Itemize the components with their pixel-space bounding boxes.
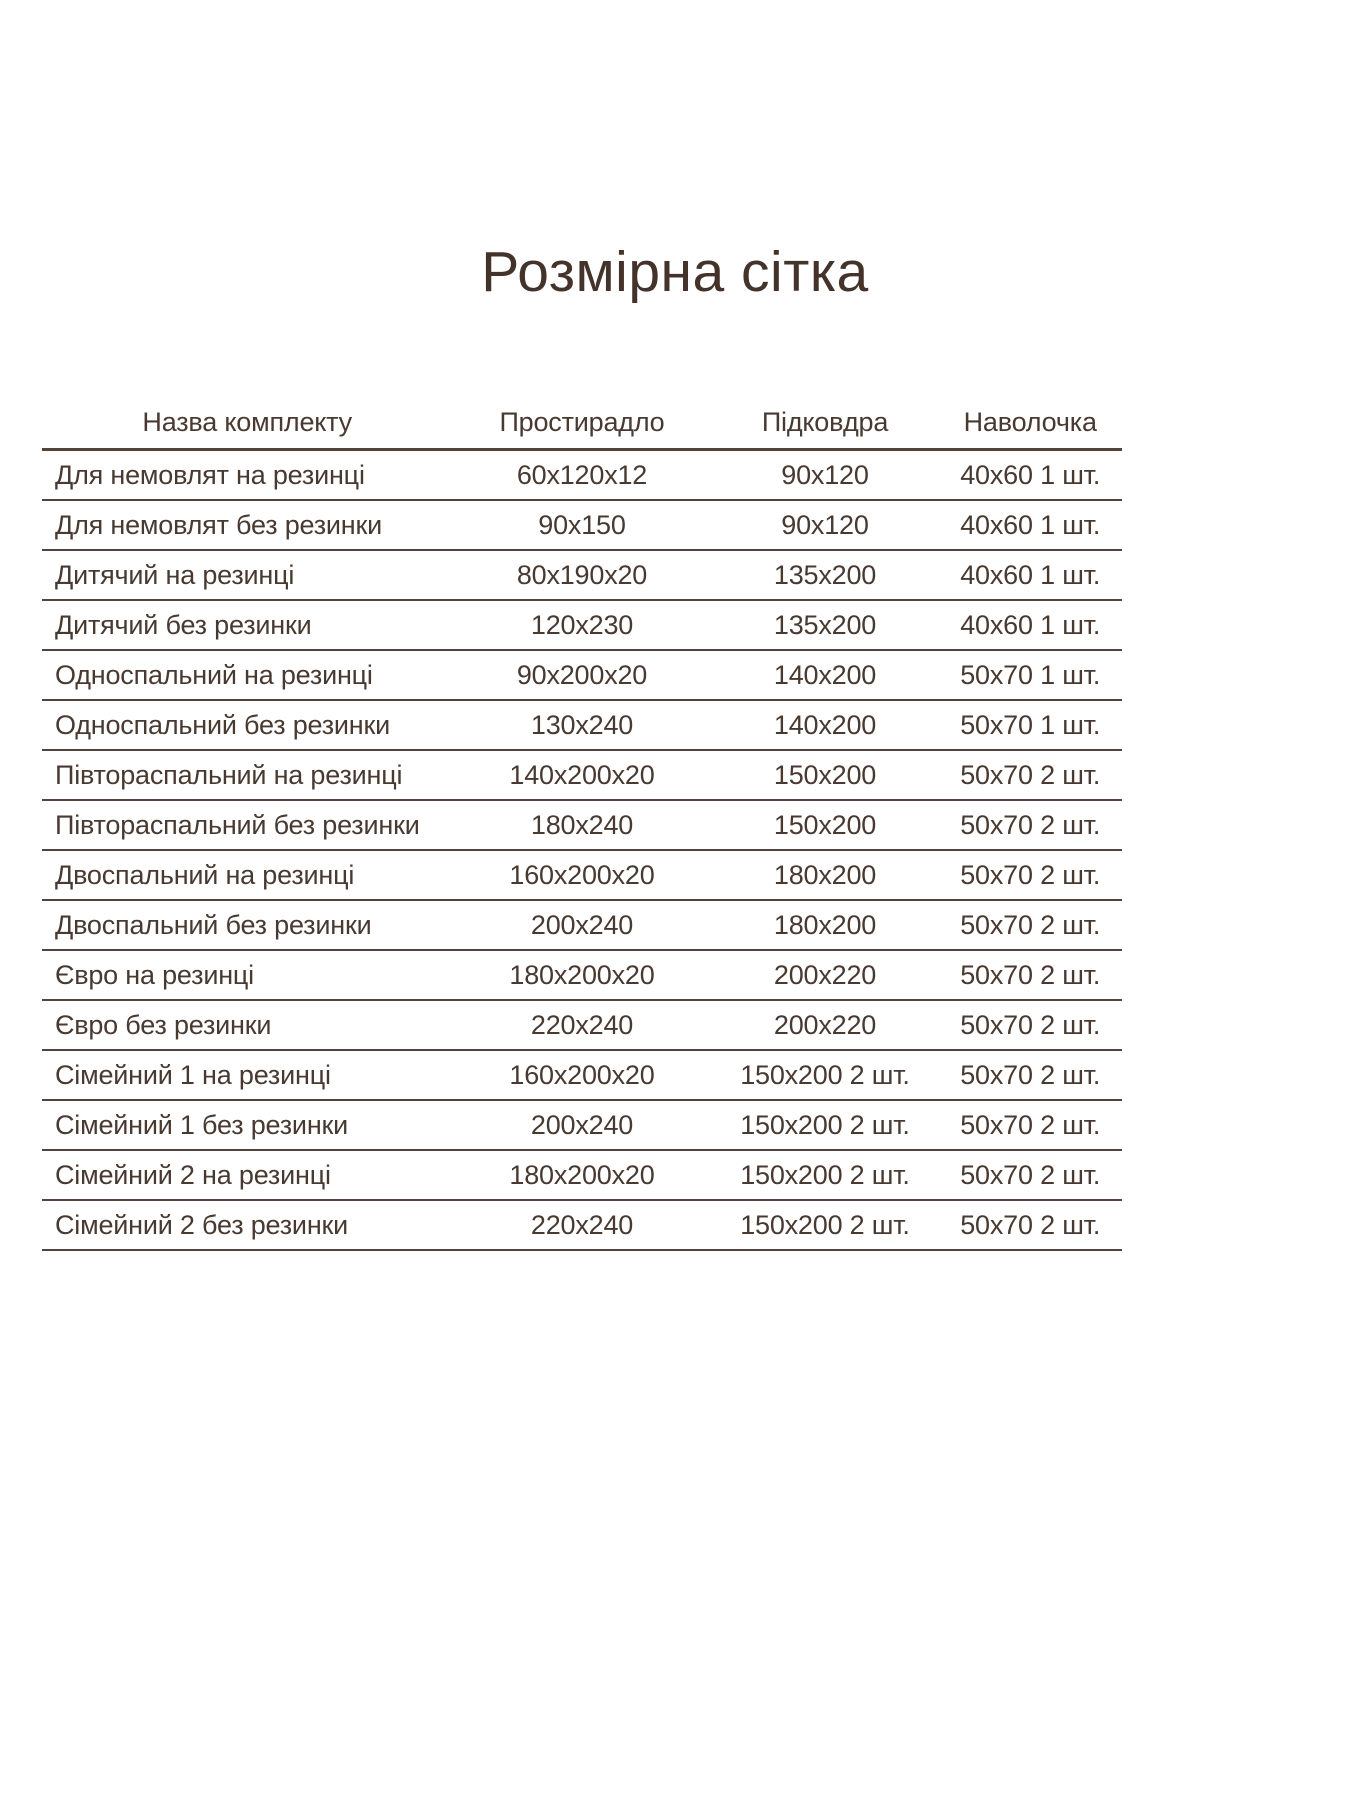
size-table [42,396,1122,1251]
table-cell: 50х70 2 шт. [938,900,1122,950]
table-cell: Євро без резинки [42,1000,452,1050]
table-cell: 50х70 2 шт. [938,950,1122,1000]
table-cell: 80х190х20 [452,550,711,600]
table-row [42,550,1122,600]
table-cell: 150х200 2 шт. [712,1150,939,1200]
table-row [42,450,1122,501]
table-cell: 90х120 [712,450,939,501]
table-row [42,650,1122,700]
table-cell: 200х220 [712,1000,939,1050]
table-cell: 135х200 [712,600,939,650]
table-row [42,1000,1122,1050]
table-cell: 40х60 1 шт. [938,550,1122,600]
table-cell: 90х200х20 [452,650,711,700]
table-row [42,1100,1122,1150]
table-cell: 120х230 [452,600,711,650]
page-title: Розмірна сітка [481,240,869,304]
table-row [42,950,1122,1000]
table-row [42,700,1122,750]
table-cell: 50х70 1 шт. [938,650,1122,700]
table-cell: 50х70 2 шт. [938,1050,1122,1100]
table-cell: Дитячий на резинці [42,550,452,600]
table-cell: Для немовлят на резинці [42,450,452,501]
table-cell: Сімейний 2 без резинки [42,1200,452,1250]
table-cell: 50х70 2 шт. [938,800,1122,850]
table-row [42,1050,1122,1100]
table-cell: 90х150 [452,500,711,550]
table-cell: 60х120х12 [452,450,711,501]
table-cell: 150х200 2 шт. [712,1050,939,1100]
column-header-1: Назва комплекту [42,396,452,450]
table-cell: 200х240 [452,900,711,950]
table-cell: 220х240 [452,1200,711,1250]
table-cell: 50х70 2 шт. [938,1100,1122,1150]
table-cell: 150х200 [712,800,939,850]
table-cell: 90х120 [712,500,939,550]
table-cell: 130х240 [452,700,711,750]
table-row [42,850,1122,900]
table-cell: 135х200 [712,550,939,600]
table-cell: Двоспальний на резинці [42,850,452,900]
table-cell: 50х70 2 шт. [938,1000,1122,1050]
table-cell: Дитячий без резинки [42,600,452,650]
table-cell: 40х60 1 шт. [938,450,1122,501]
table-cell: 40х60 1 шт. [938,500,1122,550]
table-cell: 180х200х20 [452,950,711,1000]
table-cell: Євро на резинці [42,950,452,1000]
table-cell: 50х70 1 шт. [938,700,1122,750]
table-cell: 200х220 [712,950,939,1000]
table-cell: 50х70 2 шт. [938,1150,1122,1200]
table-cell: 180х200х20 [452,1150,711,1200]
table-row [42,900,1122,950]
table-cell: 140х200 [712,650,939,700]
table-cell: Сімейний 2 на резинці [42,1150,452,1200]
table-cell: 220х240 [452,1000,711,1050]
column-header-2: Простирадло [452,396,711,450]
column-header-4: Наволочка [938,396,1122,450]
table-cell: 140х200 [712,700,939,750]
table-row [42,1200,1122,1250]
table-cell: Сімейний 1 без резинки [42,1100,452,1150]
table-cell: 50х70 2 шт. [938,850,1122,900]
table-row [42,600,1122,650]
table-cell: 40х60 1 шт. [938,600,1122,650]
table-cell: 50х70 2 шт. [938,1200,1122,1250]
table-cell: Для немовлят без резинки [42,500,452,550]
table-cell: 150х200 2 шт. [712,1200,939,1250]
table-cell: Сімейний 1 на резинці [42,1050,452,1100]
table-row [42,750,1122,800]
table-row [42,800,1122,850]
table-cell: Півтораспальний на резинці [42,750,452,800]
table-cell: Односпальний без резинки [42,700,452,750]
table-body [42,450,1122,1251]
table-cell: 180х200 [712,900,939,950]
table-row [42,1150,1122,1200]
table-cell: 140х200х20 [452,750,711,800]
table-cell: 50х70 2 шт. [938,750,1122,800]
table-cell: 150х200 [712,750,939,800]
table-cell: 150х200 2 шт. [712,1100,939,1150]
table-cell: 200х240 [452,1100,711,1150]
table-cell: 180х200 [712,850,939,900]
table-cell: 160х200х20 [452,850,711,900]
table-cell: 180х240 [452,800,711,850]
table-cell: 160х200х20 [452,1050,711,1100]
table-row [42,500,1122,550]
table-cell: Односпальний на резинці [42,650,452,700]
table-cell: Півтораспальний без резинки [42,800,452,850]
column-header-3: Підковдра [712,396,939,450]
table-cell: Двоспальний без резинки [42,900,452,950]
table-header-row [42,396,1122,450]
